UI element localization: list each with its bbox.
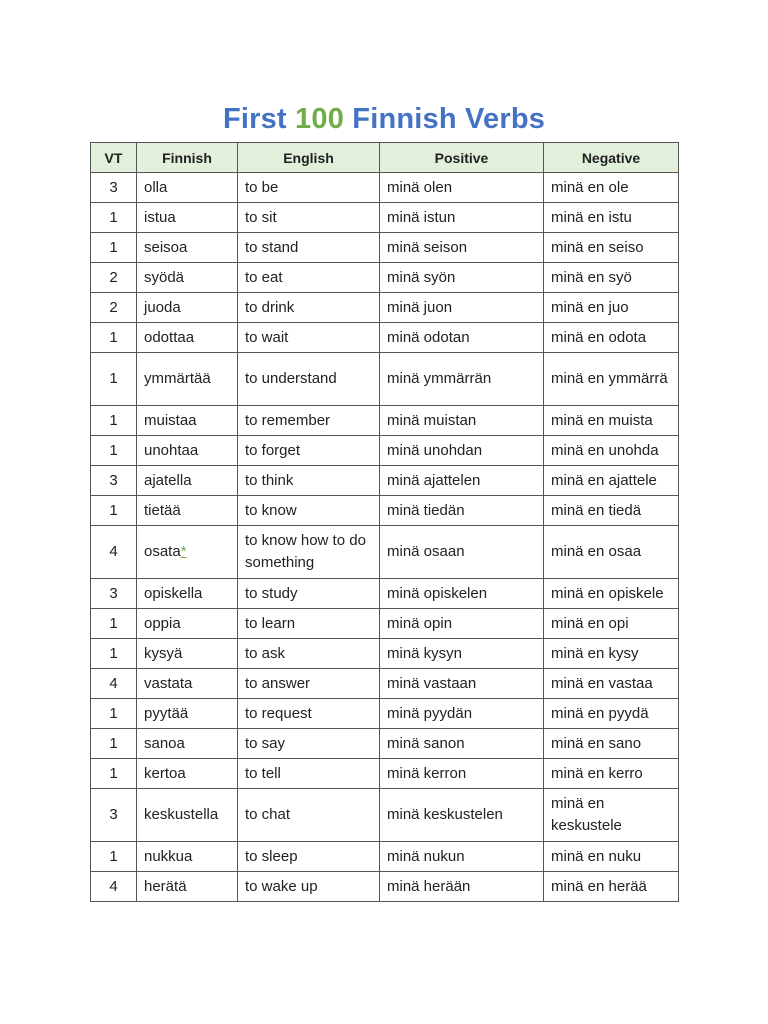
- cell-negative: minä en herää: [544, 872, 679, 902]
- cell-vt: 1: [91, 759, 137, 789]
- cell-negative: minä en nuku: [544, 842, 679, 872]
- cell-english: to answer: [238, 669, 380, 699]
- cell-vt: 1: [91, 842, 137, 872]
- cell-positive: minä osaan: [380, 526, 544, 579]
- cell-finnish: seisoa: [137, 233, 238, 263]
- header-vt: VT: [91, 143, 137, 173]
- table-row: [91, 203, 679, 233]
- cell-finnish: tietää: [137, 496, 238, 526]
- cell-finnish: keskustella: [137, 789, 238, 842]
- cell-positive: minä juon: [380, 293, 544, 323]
- cell-finnish: sanoa: [137, 729, 238, 759]
- table-row: [91, 263, 679, 293]
- cell-finnish: kertoa: [137, 759, 238, 789]
- table-row: [91, 872, 679, 902]
- table-row: [91, 579, 679, 609]
- cell-positive: minä istun: [380, 203, 544, 233]
- cell-finnish: opiskella: [137, 579, 238, 609]
- table-row: [91, 353, 679, 406]
- table-row: [91, 293, 679, 323]
- cell-vt: 1: [91, 729, 137, 759]
- cell-vt: 4: [91, 526, 137, 579]
- title-part-rest: Finnish Verbs: [344, 103, 546, 135]
- cell-finnish: ajatella: [137, 466, 238, 496]
- cell-vt: 1: [91, 233, 137, 263]
- verb-table: [90, 142, 679, 902]
- table-row: [91, 526, 679, 579]
- cell-negative: minä en ymmärrä: [544, 353, 679, 406]
- header-english: English: [238, 143, 380, 173]
- cell-negative: minä en juo: [544, 293, 679, 323]
- cell-vt: 4: [91, 669, 137, 699]
- table-row: [91, 406, 679, 436]
- table-row: [91, 842, 679, 872]
- header-negative: Negative: [544, 143, 679, 173]
- cell-english: to understand: [238, 353, 380, 406]
- cell-negative: minä en sano: [544, 729, 679, 759]
- cell-english: to learn: [238, 609, 380, 639]
- cell-vt: 1: [91, 609, 137, 639]
- cell-vt: 4: [91, 872, 137, 902]
- cell-english: to study: [238, 579, 380, 609]
- cell-positive: minä opin: [380, 609, 544, 639]
- cell-negative: minä en kysy: [544, 639, 679, 669]
- cell-english: to drink: [238, 293, 380, 323]
- cell-negative: minä en ole: [544, 173, 679, 203]
- cell-english: to request: [238, 699, 380, 729]
- cell-english: to forget: [238, 436, 380, 466]
- cell-positive: minä kerron: [380, 759, 544, 789]
- cell-english: to wake up: [238, 872, 380, 902]
- cell-positive: minä unohdan: [380, 436, 544, 466]
- cell-positive: minä ymmärrän: [380, 353, 544, 406]
- cell-negative: minä en osaa: [544, 526, 679, 579]
- cell-vt: 1: [91, 203, 137, 233]
- cell-positive: minä kysyn: [380, 639, 544, 669]
- cell-finnish: syödä: [137, 263, 238, 293]
- table-row: [91, 496, 679, 526]
- cell-english: to be: [238, 173, 380, 203]
- cell-finnish: pyytää: [137, 699, 238, 729]
- cell-positive: minä sanon: [380, 729, 544, 759]
- cell-english: to know how to do something: [238, 526, 380, 579]
- table-row: [91, 609, 679, 639]
- cell-english: to know: [238, 496, 380, 526]
- cell-negative: minä en opi: [544, 609, 679, 639]
- table-row: [91, 729, 679, 759]
- cell-negative: minä en ajattele: [544, 466, 679, 496]
- cell-vt: 1: [91, 436, 137, 466]
- table-row: [91, 759, 679, 789]
- cell-finnish: istua: [137, 203, 238, 233]
- header-positive: Positive: [380, 143, 544, 173]
- cell-negative: minä en muista: [544, 406, 679, 436]
- cell-finnish: [137, 526, 238, 579]
- cell-finnish: herätä: [137, 872, 238, 902]
- cell-finnish: oppia: [137, 609, 238, 639]
- cell-finnish: odottaa: [137, 323, 238, 353]
- cell-vt: 1: [91, 639, 137, 669]
- cell-finnish: juoda: [137, 293, 238, 323]
- cell-vt: 3: [91, 789, 137, 842]
- cell-english: to wait: [238, 323, 380, 353]
- cell-negative: minä en vastaa: [544, 669, 679, 699]
- cell-english: to ask: [238, 639, 380, 669]
- cell-negative: minä en seiso: [544, 233, 679, 263]
- cell-positive: minä olen: [380, 173, 544, 203]
- cell-positive: minä vastaan: [380, 669, 544, 699]
- cell-english: to sleep: [238, 842, 380, 872]
- cell-english: to sit: [238, 203, 380, 233]
- cell-finnish: unohtaa: [137, 436, 238, 466]
- finnish-word: osata: [144, 543, 181, 560]
- cell-positive: minä herään: [380, 872, 544, 902]
- cell-english: to say: [238, 729, 380, 759]
- cell-vt: 3: [91, 173, 137, 203]
- cell-negative: minä en tiedä: [544, 496, 679, 526]
- table-row: [91, 789, 679, 842]
- cell-finnish: ymmärtää: [137, 353, 238, 406]
- cell-vt: 1: [91, 699, 137, 729]
- title-part-first: First: [222, 103, 296, 135]
- cell-english: to stand: [238, 233, 380, 263]
- table-row: [91, 639, 679, 669]
- cell-negative: minä en istu: [544, 203, 679, 233]
- cell-english: to eat: [238, 263, 380, 293]
- cell-negative: minä en unohda: [544, 436, 679, 466]
- cell-positive: minä pyydän: [380, 699, 544, 729]
- page-title: [0, 100, 768, 138]
- cell-positive: minä odotan: [380, 323, 544, 353]
- cell-negative: minä en opiskele: [544, 579, 679, 609]
- cell-vt: 3: [91, 466, 137, 496]
- table-row: [91, 323, 679, 353]
- cell-positive: minä muistan: [380, 406, 544, 436]
- cell-english: to think: [238, 466, 380, 496]
- cell-english: to tell: [238, 759, 380, 789]
- cell-positive: minä opiskelen: [380, 579, 544, 609]
- cell-english: to remember: [238, 406, 380, 436]
- cell-positive: minä nukun: [380, 842, 544, 872]
- cell-negative: minä en pyydä: [544, 699, 679, 729]
- cell-positive: minä keskustelen: [380, 789, 544, 842]
- cell-vt: 2: [91, 263, 137, 293]
- cell-vt: 1: [91, 323, 137, 353]
- cell-finnish: olla: [137, 173, 238, 203]
- cell-vt: 1: [91, 496, 137, 526]
- cell-finnish: muistaa: [137, 406, 238, 436]
- cell-negative: minä en syö: [544, 263, 679, 293]
- table-row: [91, 669, 679, 699]
- cell-vt: 1: [91, 353, 137, 406]
- cell-positive: minä syön: [380, 263, 544, 293]
- cell-english: to chat: [238, 789, 380, 842]
- cell-finnish: nukkua: [137, 842, 238, 872]
- cell-positive: minä tiedän: [380, 496, 544, 526]
- cell-vt: 1: [91, 406, 137, 436]
- title-part-number: 100: [295, 103, 345, 135]
- table-row: [91, 173, 679, 203]
- footnote-mark-link[interactable]: *: [180, 543, 187, 560]
- cell-finnish: kysyä: [137, 639, 238, 669]
- cell-vt: 3: [91, 579, 137, 609]
- cell-negative: minä en kerro: [544, 759, 679, 789]
- table-row: [91, 466, 679, 496]
- cell-positive: minä ajattelen: [380, 466, 544, 496]
- table-row: [91, 699, 679, 729]
- table-body: [91, 173, 679, 902]
- table-header-row: [91, 143, 679, 173]
- cell-vt: 2: [91, 293, 137, 323]
- table-row: [91, 233, 679, 263]
- cell-finnish: vastata: [137, 669, 238, 699]
- table-row: [91, 436, 679, 466]
- cell-negative: minä en odota: [544, 323, 679, 353]
- cell-positive: minä seison: [380, 233, 544, 263]
- header-finnish: Finnish: [137, 143, 238, 173]
- cell-negative: minä en keskustele: [544, 789, 679, 842]
